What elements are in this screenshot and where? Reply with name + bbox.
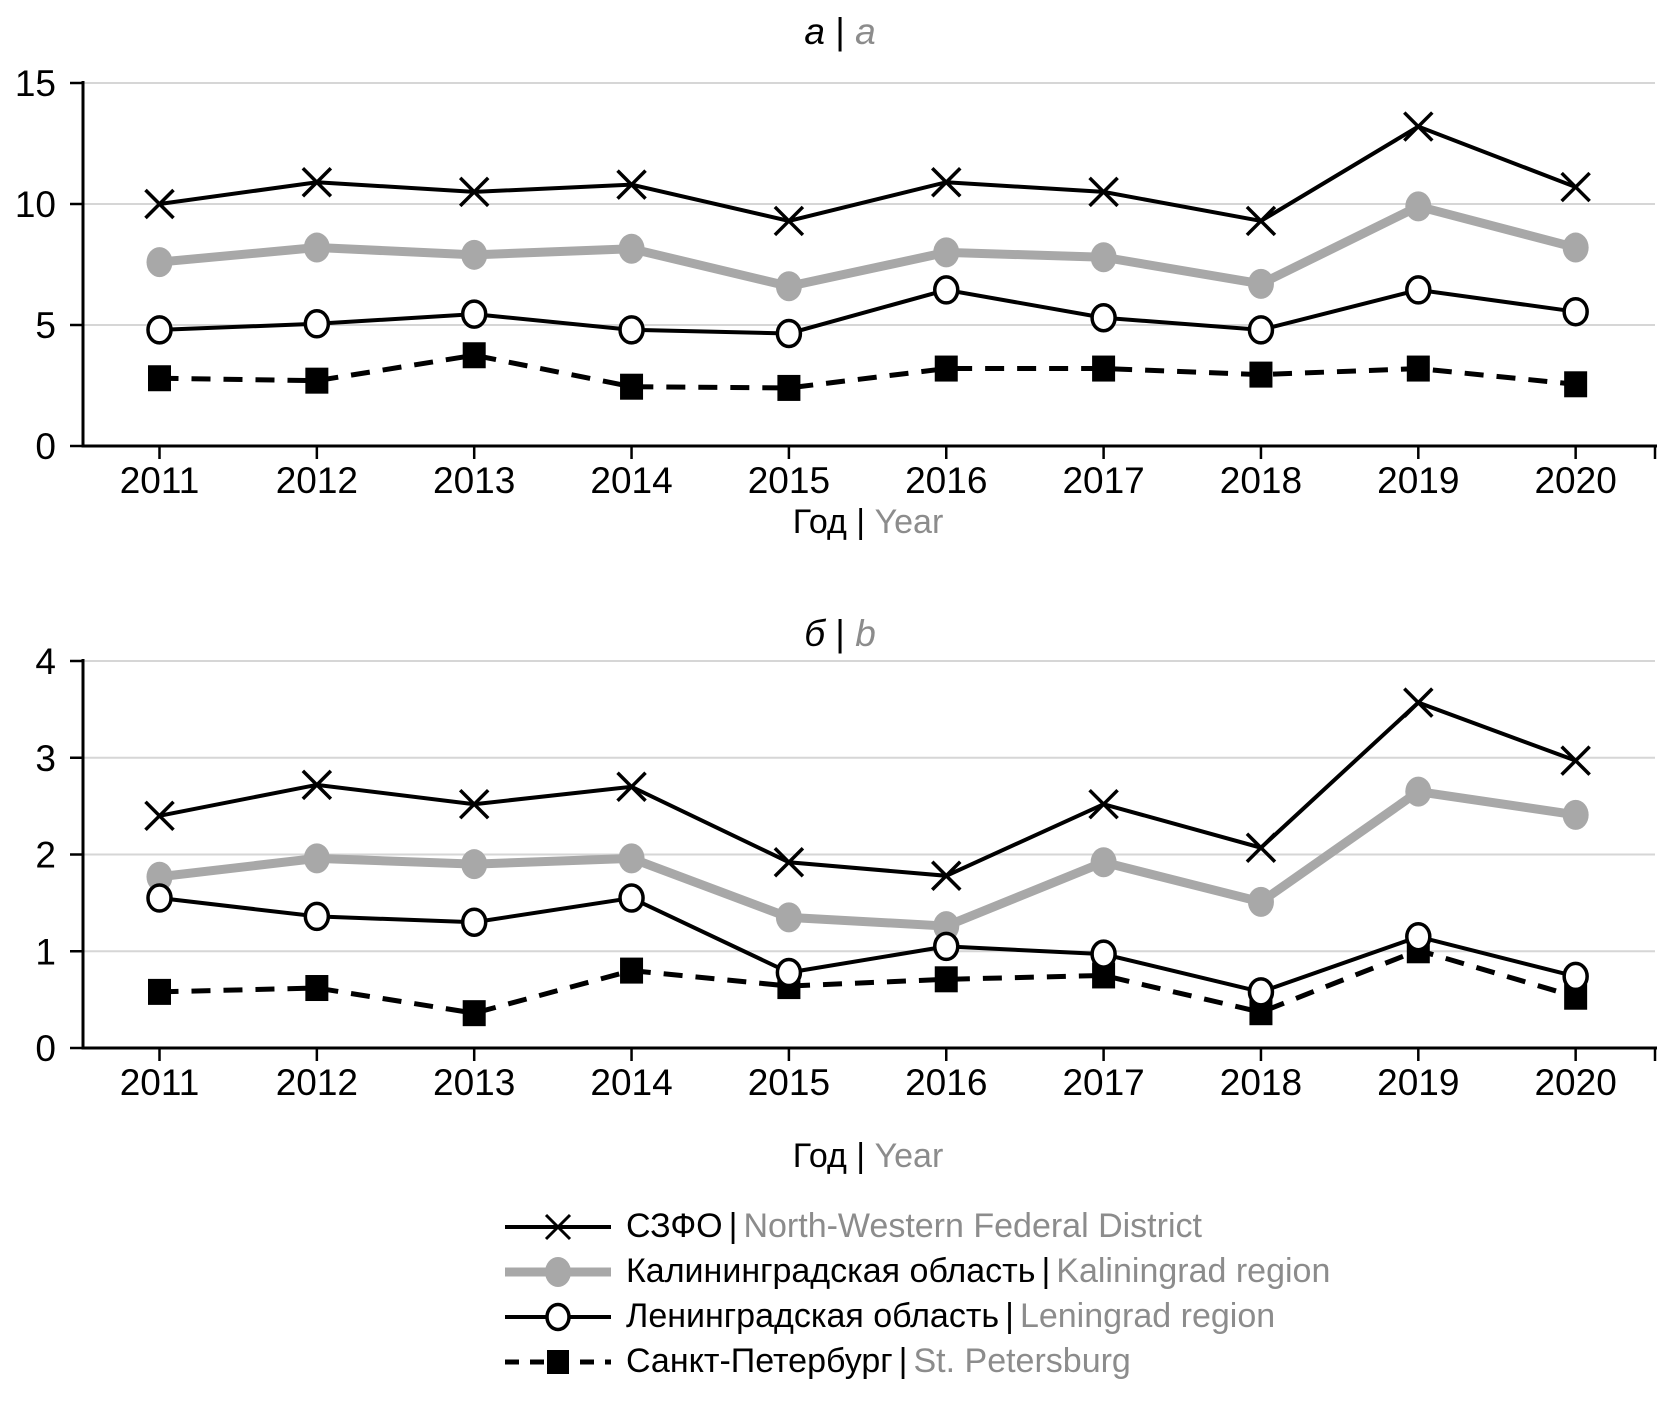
filled-gray-circle-marker [304, 233, 330, 263]
x-tick-label: 2016 [905, 460, 988, 501]
legend-label [626, 1342, 1131, 1381]
x-tick-label: 2013 [433, 460, 516, 501]
open-circle-marker [620, 317, 643, 343]
series-line-1 [160, 206, 1576, 286]
series-line-0 [160, 127, 1576, 221]
filled-black-square-marker [463, 1000, 486, 1026]
filled-gray-circle-marker [304, 843, 330, 873]
filled-gray-circle-marker [1405, 191, 1431, 221]
filled-gray-circle-marker [1563, 800, 1589, 830]
x-tick-label: 2019 [1377, 1062, 1460, 1103]
open-circle-marker [620, 885, 643, 911]
panel-title: б | b [804, 613, 876, 654]
filled-black-square-marker [620, 374, 643, 400]
x-tick-label: 2018 [1219, 1062, 1303, 1103]
y-tick-label: 4 [35, 641, 56, 682]
x-axis-label: Год | Year [792, 1137, 944, 1175]
filled-gray-circle-marker [1405, 777, 1431, 807]
filled-black-square-marker [620, 958, 643, 984]
open-circle-marker [148, 317, 171, 343]
legend-label-ru: Ленинградская область [626, 1297, 1000, 1335]
filled-gray-circle-marker [776, 271, 802, 301]
filled-gray-circle-marker [1091, 242, 1117, 272]
legend-label-en: St. Petersburg [913, 1342, 1131, 1380]
x-tick-label: 2017 [1062, 460, 1145, 501]
filled-black-square-marker [305, 368, 328, 394]
filled-black-square-marker [463, 342, 486, 368]
open-circle-marker [463, 301, 486, 327]
open-circle-marker [305, 903, 328, 929]
legend-label-en: Kaliningrad region [1056, 1252, 1331, 1290]
legend-separator: | [1041, 1252, 1051, 1290]
x-tick-label: 2018 [1219, 460, 1303, 501]
filled-gray-circle-marker [461, 240, 487, 270]
legend-separator: | [728, 1207, 738, 1245]
series-line-2 [160, 290, 1576, 334]
x-tick-label: 2012 [275, 1062, 359, 1103]
filled-gray-circle-marker-line-sample [505, 1252, 611, 1292]
legend-separator: | [898, 1342, 908, 1380]
legend-label [626, 1252, 1330, 1291]
filled-gray-circle-marker [1563, 233, 1589, 263]
x-tick-label: 2017 [1062, 1062, 1145, 1103]
open-circle-marker [305, 311, 328, 337]
filled-black-square-marker [1092, 356, 1115, 382]
filled-gray-circle-marker [1248, 269, 1274, 299]
x-tick-label: 2011 [119, 460, 200, 501]
x-tick-label: 2014 [590, 460, 673, 501]
open-circle-marker [1407, 277, 1430, 303]
filled-black-square-marker [1407, 356, 1430, 382]
filled-black-square-marker [935, 966, 958, 992]
filled-black-square-marker [935, 356, 958, 382]
panel-a-line-chart [0, 0, 1660, 560]
x-tick-label: 2020 [1534, 460, 1617, 501]
y-tick-label: 15 [14, 63, 56, 104]
filled-gray-circle-marker [1091, 847, 1117, 877]
y-tick-label: 10 [14, 184, 56, 225]
open-circle-marker [777, 960, 800, 986]
filled-black-square-marker [305, 975, 328, 1001]
y-tick-label: 0 [35, 1028, 56, 1069]
legend-label-ru: Калининградская область [626, 1252, 1036, 1290]
filled-gray-circle-marker [147, 247, 173, 277]
series-line-1 [160, 792, 1576, 926]
open-circle-marker-line-sample [505, 1297, 611, 1337]
x-tick-label: 2019 [1377, 460, 1460, 501]
legend-label-en: North-Western Federal District [743, 1207, 1202, 1245]
legend-separator: | [1005, 1297, 1014, 1335]
x-tick-label: 2012 [275, 460, 359, 501]
filled-gray-circle-marker [776, 902, 802, 932]
y-tick-label: 3 [35, 737, 56, 779]
open-circle-marker [148, 885, 171, 911]
x-tick-label: 2014 [590, 1062, 673, 1103]
filled-gray-circle-marker [461, 849, 487, 879]
open-circle-marker [935, 933, 958, 959]
filled-gray-circle-marker [619, 234, 645, 264]
open-circle-marker [1564, 299, 1587, 325]
filled-black-square-marker [148, 365, 171, 391]
panel-title: а | a [804, 11, 876, 52]
legend-item-kaliningrad [505, 1249, 1330, 1294]
y-tick-label: 1 [35, 931, 56, 973]
filled-black-square-marker [777, 375, 800, 401]
legend-label-ru: СЗФО [626, 1207, 723, 1245]
filled-gray-circle-marker [1248, 887, 1274, 917]
open-circle-marker [463, 909, 486, 935]
open-circle-marker [1249, 317, 1272, 343]
panel-b-line-chart [0, 560, 1660, 1180]
x-tick-label: 2016 [905, 1062, 988, 1103]
legend-label-en: Leningrad region [1019, 1297, 1276, 1335]
filled-black-square-marker [1564, 371, 1587, 397]
legend-item-leningrad [505, 1294, 1330, 1339]
open-circle-marker [1092, 941, 1115, 967]
x-cross-marker-line-sample [505, 1207, 611, 1247]
legend-item-stpetersburg [505, 1339, 1330, 1384]
filled-black-square-marker [1249, 362, 1272, 388]
open-circle-marker [1249, 979, 1272, 1005]
legend-label [626, 1297, 1275, 1336]
filled-black-square-marker-line-sample [505, 1342, 611, 1382]
x-tick-label: 2015 [747, 460, 831, 501]
y-tick-label: 0 [35, 426, 56, 467]
open-circle-marker [1407, 924, 1430, 950]
series-line-0 [160, 703, 1576, 876]
open-circle-marker [1564, 963, 1587, 989]
filled-gray-circle-marker [933, 237, 959, 267]
series-line-3 [160, 355, 1576, 388]
filled-gray-circle-marker [619, 843, 645, 873]
x-tick-label: 2011 [119, 1062, 200, 1103]
y-tick-label: 2 [35, 834, 56, 876]
legend [505, 1204, 1330, 1384]
legend-label-ru: Санкт-Петербург [626, 1342, 893, 1380]
x-tick-label: 2015 [747, 1062, 831, 1103]
legend-item-szfo [505, 1204, 1330, 1249]
x-tick-label: 2013 [433, 1062, 516, 1103]
open-circle-marker [777, 320, 800, 346]
x-tick-label: 2020 [1534, 1062, 1617, 1103]
open-circle-marker [935, 277, 958, 303]
x-axis-label: Год | Year [792, 503, 944, 541]
legend-label [626, 1207, 1202, 1246]
y-tick-label: 5 [35, 305, 56, 346]
series-line-2 [160, 898, 1576, 992]
filled-black-square-marker [148, 979, 171, 1005]
open-circle-marker [1092, 305, 1115, 331]
